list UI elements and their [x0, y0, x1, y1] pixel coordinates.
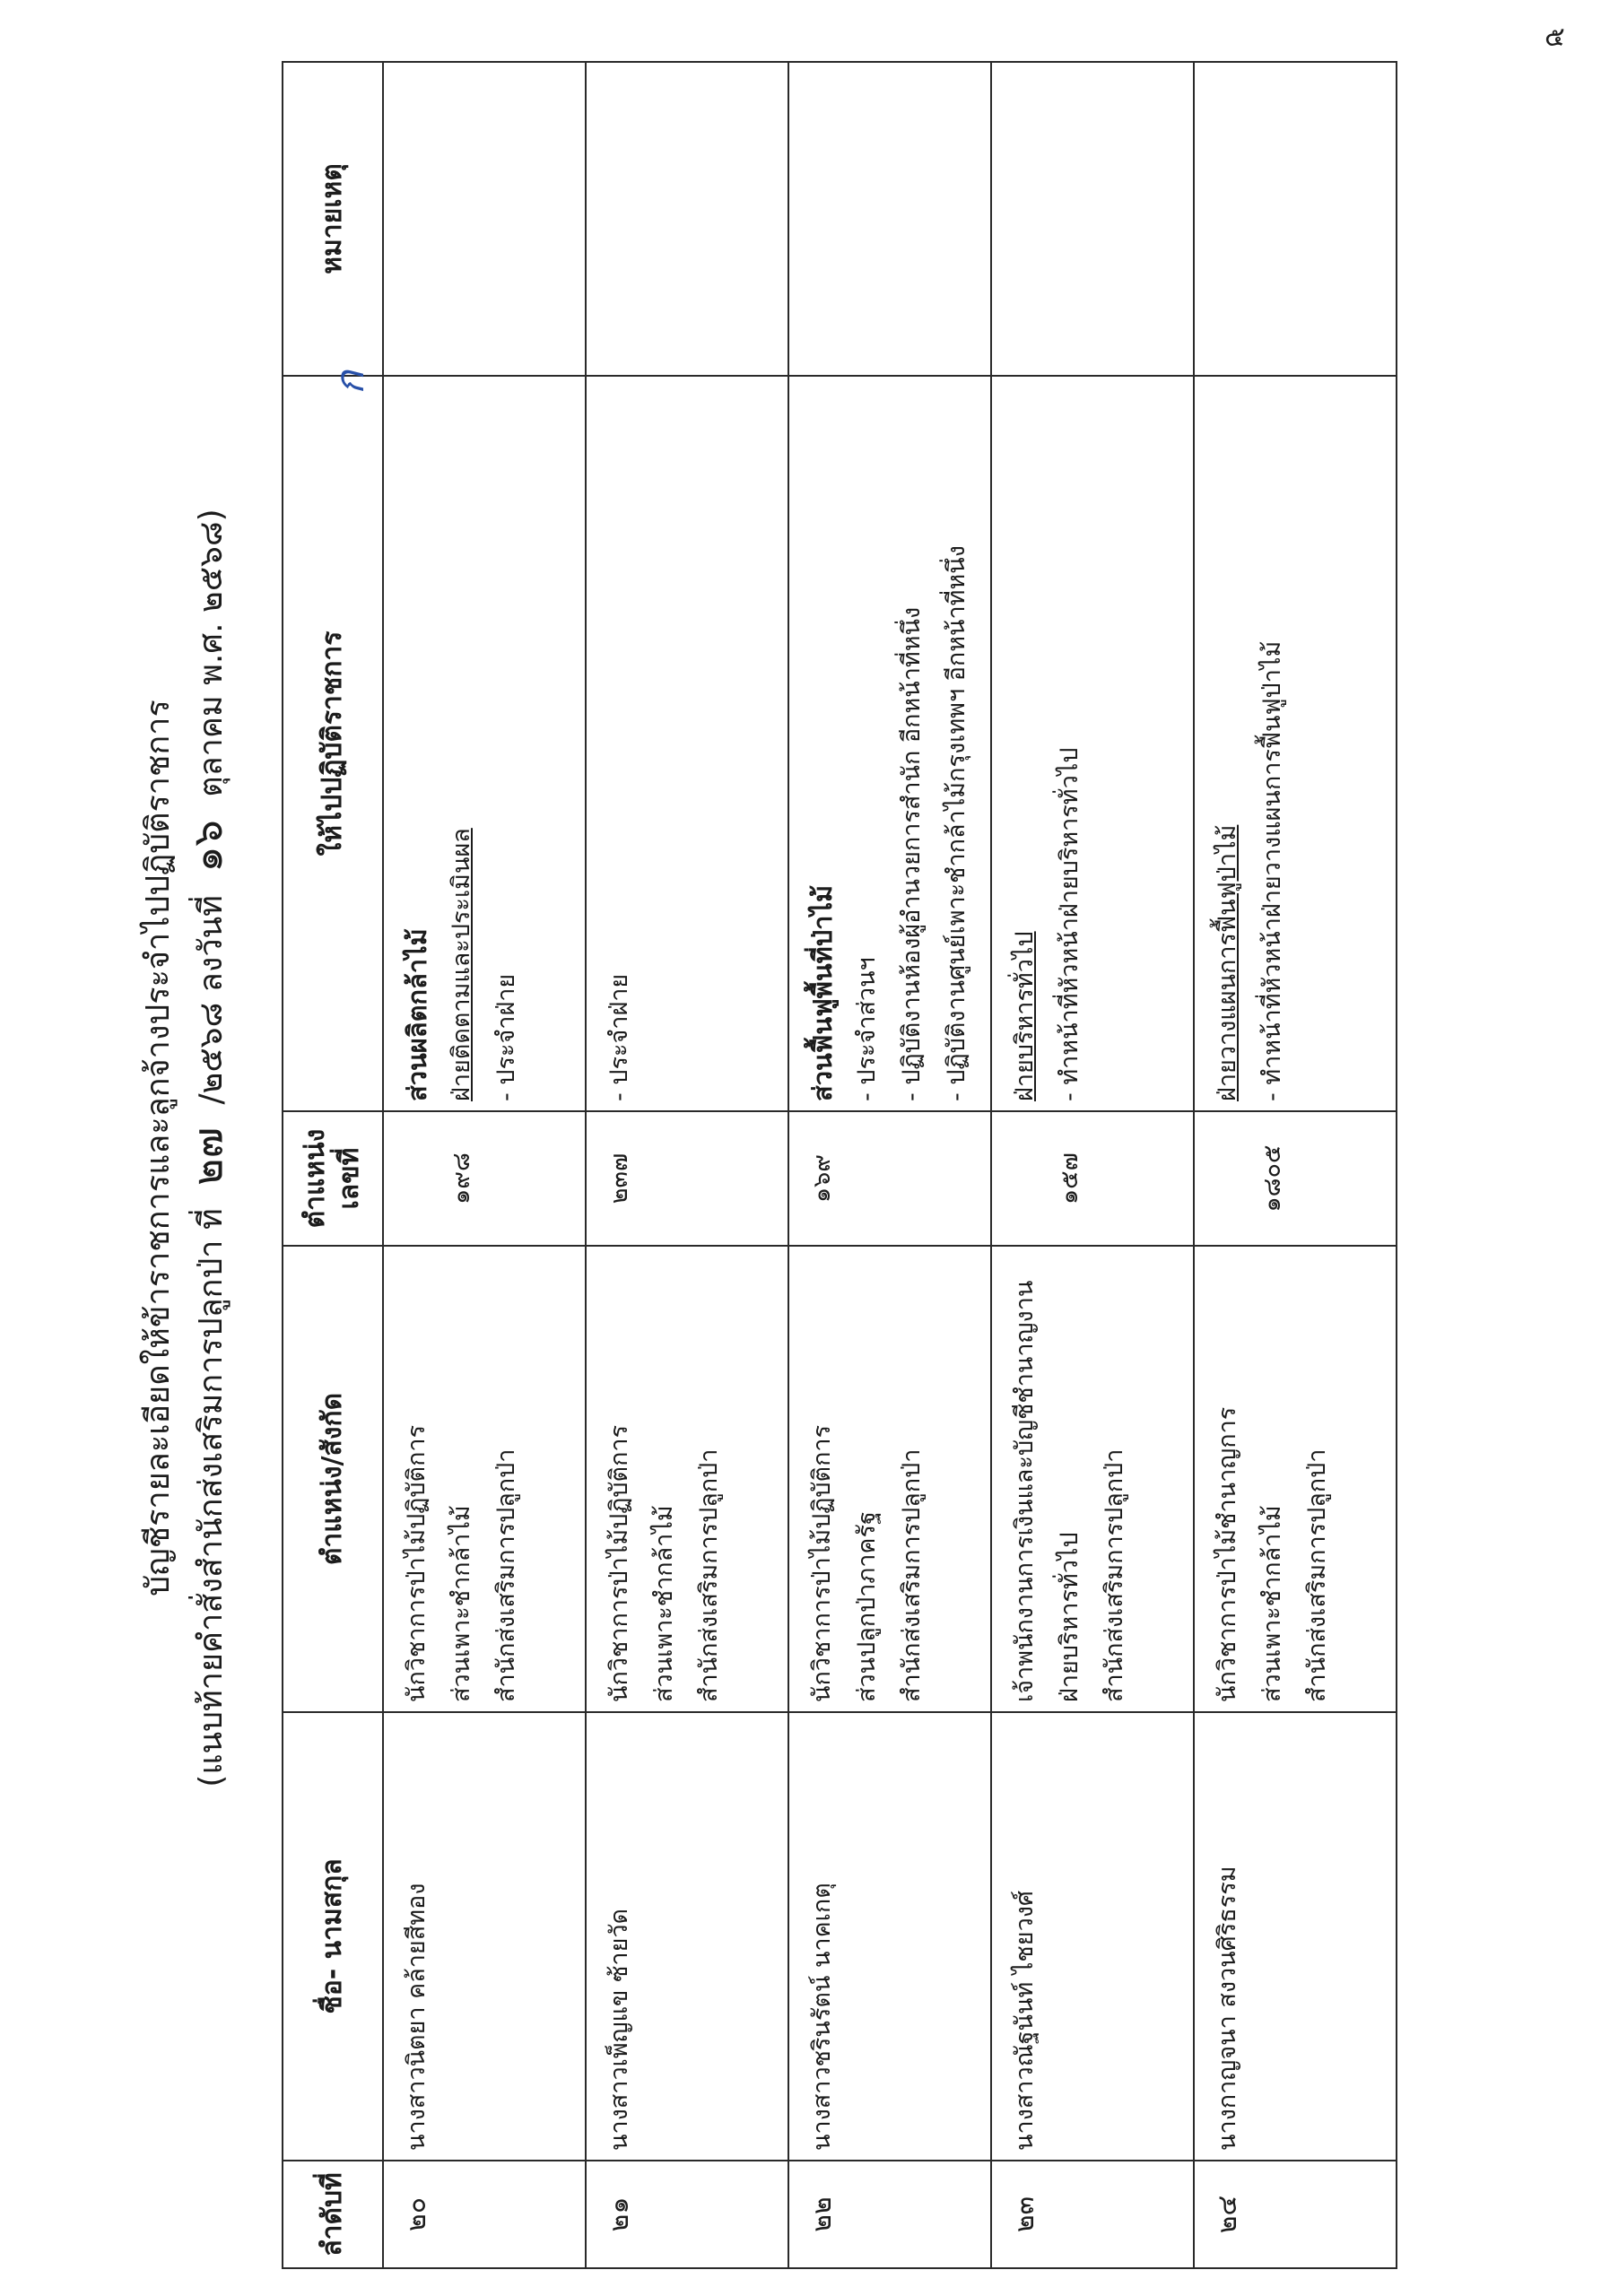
cell-position [383, 1246, 586, 1712]
cell-name: นางสาวณัฐนันท์ ไชยวงศ์ [991, 1712, 1194, 2161]
order-day: ๑๖ [183, 820, 231, 873]
cell-position-number [991, 1111, 1194, 1246]
group-heading: ส่วนผลิตกล้าไม้ [402, 928, 432, 1101]
title-line-1: บัญชีรายละเอียดให้ข้าราชการและลูกจ้างประจำไปปฏิบัติราชการ [140, 700, 177, 1596]
order-number: ๒๗ [183, 1126, 231, 1186]
rotated-content [126, 27, 1543, 2269]
position-number: ๑๕๗ [1056, 1152, 1083, 1205]
header-remark: หมายเหตุ [283, 62, 383, 376]
duty-line: - ปฏิบัติงานห้องผู้อำนวยการสำนัก อีกหน้าที่หนึ่ง [898, 606, 926, 1101]
order-year: /๒๕๖๘ ลงวันที่ [193, 895, 230, 1105]
position-line: นักวิชาการป่าไม้ปฏิบัติการ [605, 1424, 633, 1702]
cell-position-number [1194, 1111, 1397, 1246]
cell-remark [991, 62, 1194, 376]
duty-line: - ทำหน้าที่หัวหน้าฝ่ายวางแผนการฟื้นฟูป่าไม้ [1258, 640, 1286, 1101]
cell-assignment [788, 376, 991, 1111]
position-line: สำนักส่งเสริมการปลูกป่า [492, 1448, 520, 1702]
cell-remark [788, 62, 991, 376]
header-name: ชื่อ- นามสกุล [283, 1712, 383, 2161]
page-number: ๕ [1545, 22, 1565, 53]
duty-line: - ประจำส่วนฯ [853, 957, 881, 1101]
duty-line: - ประจำฝ่าย [492, 973, 520, 1101]
table-body [383, 62, 1397, 2268]
cell-position-number [383, 1111, 586, 1246]
cell-name: นางกาญจนา สงวนศิริธรรม [1194, 1712, 1397, 2161]
header-position: ตำแหน่ง/สังกัด [283, 1246, 383, 1712]
cell-position-number: ๑๖๙ [788, 1111, 991, 1246]
cell-name: นางสาวนิตยา คล้ายสีทอง [383, 1712, 586, 2161]
duty-line: - ปฏิบัติงานศูนย์เพาะชำกล้าไม้กรุงเทพฯ อีกหน้าที่หนึ่ง [943, 545, 970, 1101]
group-heading: ส่วนฟื้นฟูพื้นที่ป่าไม้ [807, 884, 838, 1101]
position-number: ๑๙๘ [448, 1152, 475, 1205]
table-row [383, 62, 586, 2268]
cell-remark [383, 62, 586, 376]
sub-heading: ฝ่ายติดตามและประเมินผล [448, 828, 475, 1101]
table-row [1194, 62, 1397, 2268]
cell-name: นางสาวเพ็ญแข ซ้ายวัด [586, 1712, 788, 2161]
cell-name: นางสาวชรินรัตน์ นาคเกตุ [788, 1712, 991, 2161]
position-line: นักวิชาการป่าไม้ปฏิบัติการ [403, 1424, 431, 1702]
position-line: สำนักส่งเสริมการปลูกป่า [1303, 1448, 1331, 1702]
table-row [586, 62, 788, 2268]
sub-heading: ฝ่ายบริหารทั่วไป [1011, 931, 1039, 1101]
position-line: สำนักส่งเสริมการปลูกป่า [898, 1448, 926, 1702]
cell-position [991, 1246, 1194, 1712]
position-line: สำนักส่งเสริมการปลูกป่า [695, 1448, 723, 1702]
cell-remark [586, 62, 788, 376]
cell-position [586, 1246, 788, 1712]
duty-line: - ประจำฝ่าย [605, 973, 633, 1101]
title-line-2 [183, 27, 236, 2269]
cell-no: ๒๓ [991, 2161, 1194, 2268]
sub-heading: ฝ่ายวางแผนการฟื้นฟูป่าไม้ [1214, 824, 1241, 1101]
header-pos-no-line-2: เลขที่ [334, 1147, 365, 1210]
cell-remark [1194, 62, 1397, 376]
header-no: ลำดับที่ [283, 2161, 383, 2268]
position-line: ฝ่ายบริหารทั่วไป [1056, 1532, 1083, 1702]
position-line: ส่วนเพาะชำกล้าไม้ [650, 1505, 678, 1702]
duty-line: - ทำหน้าที่หัวหน้าฝ่ายบริหารทั่วไป [1056, 747, 1083, 1101]
order-month-year: ตุลาคม พ.ศ. ๒๕๖๘) [193, 509, 230, 797]
document-title [135, 27, 236, 2269]
title-prefix: (แนบท้ายคำสั่งสำนักส่งเสริมการปลูกป่า ที่ [193, 1208, 230, 1787]
cell-no: ๒๔ [1194, 2161, 1397, 2268]
cell-no: ๒๒ [788, 2161, 991, 2268]
position-line: นักวิชาการป่าไม้ชำนาญการ [1214, 1406, 1241, 1702]
position-line: เจ้าพนักงานการเงินและบัญชีชำนาญงาน [1011, 1280, 1039, 1702]
cell-no: ๒๐ [383, 2161, 586, 2268]
initials-signature: ก [327, 370, 373, 395]
assignment-table [282, 61, 1397, 2269]
position-line: ส่วนเพาะชำกล้าไม้ [448, 1505, 475, 1702]
position-line: ส่วนปลูกป่าภาครัฐ [853, 1511, 881, 1702]
position-line: ส่วนเพาะชำกล้าไม้ [1258, 1505, 1286, 1702]
position-line: นักวิชาการป่าไม้ปฏิบัติการ [808, 1424, 836, 1702]
table-row [991, 62, 1194, 2268]
cell-assignment [586, 376, 788, 1111]
cell-assignment [383, 376, 586, 1111]
header-position-number [283, 1111, 383, 1246]
header-assignment: ให้ไปปฏิบัติราชการ [283, 376, 383, 1111]
position-line: สำนักส่งเสริมการปลูกป่า [1101, 1448, 1128, 1702]
header-pos-no-line-1: ตำแหน่ง [300, 1128, 331, 1229]
table-row [788, 62, 991, 2268]
cell-position-number: ๒๓๗ [586, 1111, 788, 1246]
cell-position [788, 1246, 991, 1712]
position-number: ๑๘๐๕ [1258, 1144, 1286, 1213]
cell-assignment [1194, 376, 1397, 1111]
cell-position [1194, 1246, 1397, 1712]
cell-no: ๒๑ [586, 2161, 788, 2268]
cell-assignment [991, 376, 1194, 1111]
